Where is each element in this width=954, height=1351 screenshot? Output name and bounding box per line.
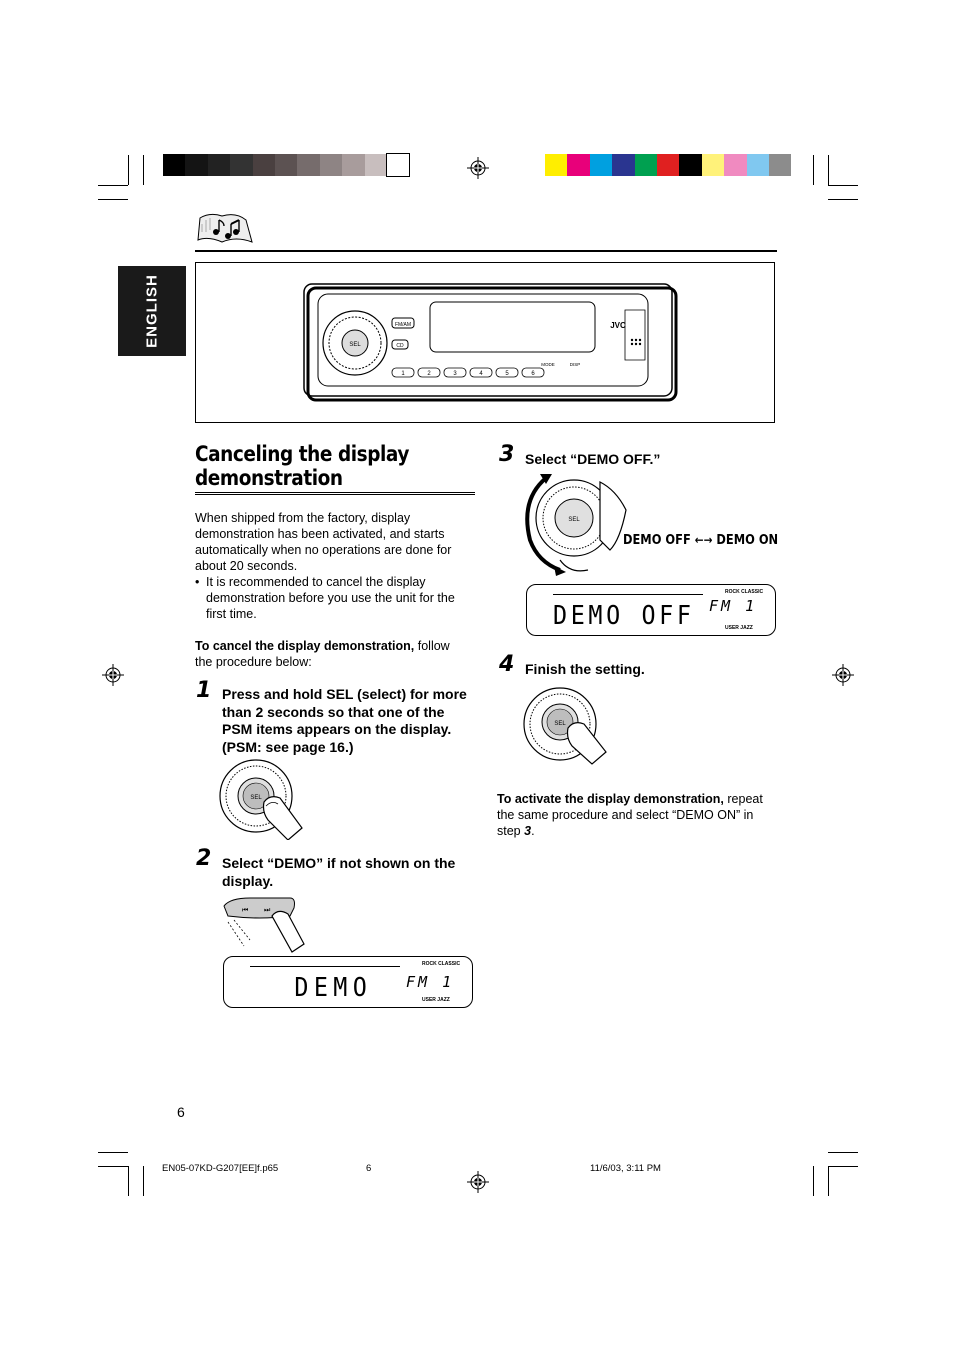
calibration-swatch bbox=[253, 154, 275, 176]
calibration-swatch bbox=[724, 154, 746, 176]
step-1-text: Press and hold SEL (select) for more than 2 seconds so that one of the PSM items appears on the display. (PSM: see page 16.) bbox=[222, 686, 467, 755]
registration-mark-icon bbox=[467, 1171, 489, 1193]
lcd-eq-tags bbox=[725, 589, 763, 595]
calibration-swatch bbox=[635, 154, 657, 176]
footer-filename: EN05-07KD-G207[EE]f.p65 bbox=[162, 1163, 279, 1174]
lcd-display-step2 bbox=[223, 956, 473, 1008]
sel-knob-press-illustration bbox=[520, 686, 620, 766]
radio-fm-label: FM/AM bbox=[394, 322, 412, 328]
title-rule bbox=[195, 492, 475, 495]
cancel-lead bbox=[195, 638, 470, 670]
calibration-swatch bbox=[185, 154, 207, 176]
sel-knob-rotate-illustration bbox=[520, 470, 630, 578]
calibration-swatch bbox=[208, 154, 230, 176]
lcd-tag: CLASSIC bbox=[741, 589, 764, 595]
calibration-swatch bbox=[590, 154, 612, 176]
preset-label: 6 bbox=[531, 371, 535, 377]
calibration-swatch bbox=[612, 154, 634, 176]
lcd-main-text: DEMO bbox=[294, 973, 373, 1003]
step-4-number: 4 bbox=[499, 652, 515, 677]
section-title-line2: demonstration bbox=[195, 466, 343, 490]
toggle-arrow-icon: ←→ bbox=[694, 533, 713, 547]
registration-mark-icon bbox=[467, 157, 489, 179]
calibration-swatch bbox=[769, 154, 791, 176]
bullet-dot: • bbox=[195, 575, 200, 589]
step-2-number: 2 bbox=[196, 846, 212, 871]
lcd-tag: ROCK bbox=[725, 589, 740, 595]
calibration-swatch bbox=[163, 154, 185, 176]
demo-toggle bbox=[623, 533, 778, 548]
page-number: 6 bbox=[177, 1104, 185, 1120]
lcd-tag: CLASSIC bbox=[438, 961, 461, 967]
demo-off-label: DEMO OFF bbox=[623, 533, 691, 548]
knob-sel-label: SEL bbox=[568, 517, 580, 523]
lcd-tag: JAZZ bbox=[437, 997, 450, 1003]
calibration-swatch bbox=[365, 154, 387, 176]
language-tab bbox=[118, 266, 186, 356]
skip-button-press-illustration bbox=[220, 894, 310, 956]
section-title-line1: Canceling the display bbox=[195, 442, 409, 466]
radio-brand: JVC bbox=[610, 321, 626, 330]
cancel-lead-rest: follow the procedure below: bbox=[195, 639, 450, 669]
activate-paragraph bbox=[497, 791, 777, 839]
radio-sel-label: SEL bbox=[349, 342, 361, 348]
knob-sel-label: SEL bbox=[250, 795, 262, 801]
lcd-tag: ROCK bbox=[422, 961, 437, 967]
lcd-tag: JAZZ bbox=[740, 625, 753, 631]
calibration-swatch bbox=[702, 154, 724, 176]
footer-page: 6 bbox=[366, 1163, 372, 1174]
calibration-swatch bbox=[679, 154, 701, 176]
lcd-band-text: FM 1 bbox=[709, 597, 758, 615]
lcd-band-text: FM 1 bbox=[406, 973, 455, 991]
activate-rest: repeat the same procedure and select “DEMO ON” in step bbox=[497, 792, 763, 838]
lcd-level-meter bbox=[250, 966, 400, 969]
registration-mark-icon bbox=[102, 664, 124, 686]
lcd-display-step3 bbox=[526, 584, 776, 636]
calibration-swatch bbox=[297, 154, 319, 176]
activate-step-ref: 3 bbox=[524, 824, 532, 838]
radio-mode-label: MODE bbox=[541, 362, 555, 367]
cancel-lead-bold: To cancel the display demonstration, bbox=[195, 639, 415, 653]
skip-forward-icon: ⏭ bbox=[264, 906, 271, 914]
activate-end: . bbox=[531, 824, 535, 838]
step-3-text: Select “DEMO OFF.” bbox=[525, 451, 661, 467]
calibration-swatch bbox=[320, 154, 342, 176]
intro-bullet-text: It is recommended to cancel the display demonstration before you use the unit for the first time. bbox=[206, 575, 455, 621]
music-notes-icon bbox=[196, 210, 254, 246]
demo-on-label: DEMO ON bbox=[716, 533, 779, 548]
step-4-text: Finish the setting. bbox=[525, 661, 645, 677]
preset-label: 3 bbox=[453, 371, 457, 377]
preset-label: 5 bbox=[505, 371, 509, 377]
lcd-tag: USER bbox=[725, 625, 739, 631]
activate-lead-bold: To activate the display demonstration, bbox=[497, 792, 724, 806]
step-3-number: 3 bbox=[499, 442, 515, 467]
footer-timestamp: 11/6/03, 3:11 PM bbox=[590, 1163, 661, 1174]
calibration-swatch bbox=[230, 154, 252, 176]
calibration-swatch bbox=[747, 154, 769, 176]
calibration-swatch bbox=[342, 154, 364, 176]
calibration-swatch bbox=[387, 154, 409, 176]
intro-paragraph: When shipped from the factory, display demonstration has been activated, and starts automatically when no operations are done for about 20 seconds. bbox=[195, 511, 452, 573]
calibration-swatch bbox=[567, 154, 589, 176]
car-radio-faceplate bbox=[300, 280, 678, 402]
lcd-eq-tags-bottom bbox=[422, 997, 450, 1003]
preset-label: 1 bbox=[401, 371, 405, 377]
step-1-number: 1 bbox=[196, 678, 212, 703]
lcd-tag: USER bbox=[422, 997, 436, 1003]
header-rule bbox=[195, 250, 777, 252]
sel-knob-press-illustration bbox=[218, 758, 318, 840]
intro-bullet bbox=[195, 574, 470, 622]
knob-sel-label: SEL bbox=[554, 721, 566, 727]
lcd-eq-tags-bottom bbox=[725, 625, 753, 631]
calibration-swatch bbox=[545, 154, 567, 176]
calibration-swatch bbox=[275, 154, 297, 176]
lcd-eq-tags bbox=[422, 961, 460, 967]
step-2-text: Select “DEMO” if not shown on the display. bbox=[222, 855, 456, 889]
section-title bbox=[195, 442, 441, 490]
preset-label: 4 bbox=[479, 371, 483, 377]
radio-disp-label: DISP bbox=[569, 362, 581, 367]
preset-label: 2 bbox=[427, 371, 431, 377]
language-tab-label: ENGLISH bbox=[143, 274, 161, 348]
lcd-level-meter bbox=[553, 594, 703, 597]
lcd-main-text: DEMO OFF bbox=[553, 601, 695, 631]
radio-cd-label: CD bbox=[396, 343, 404, 349]
registration-mark-icon bbox=[832, 664, 854, 686]
skip-back-icon: ⏮ bbox=[242, 906, 249, 914]
calibration-swatch bbox=[657, 154, 679, 176]
